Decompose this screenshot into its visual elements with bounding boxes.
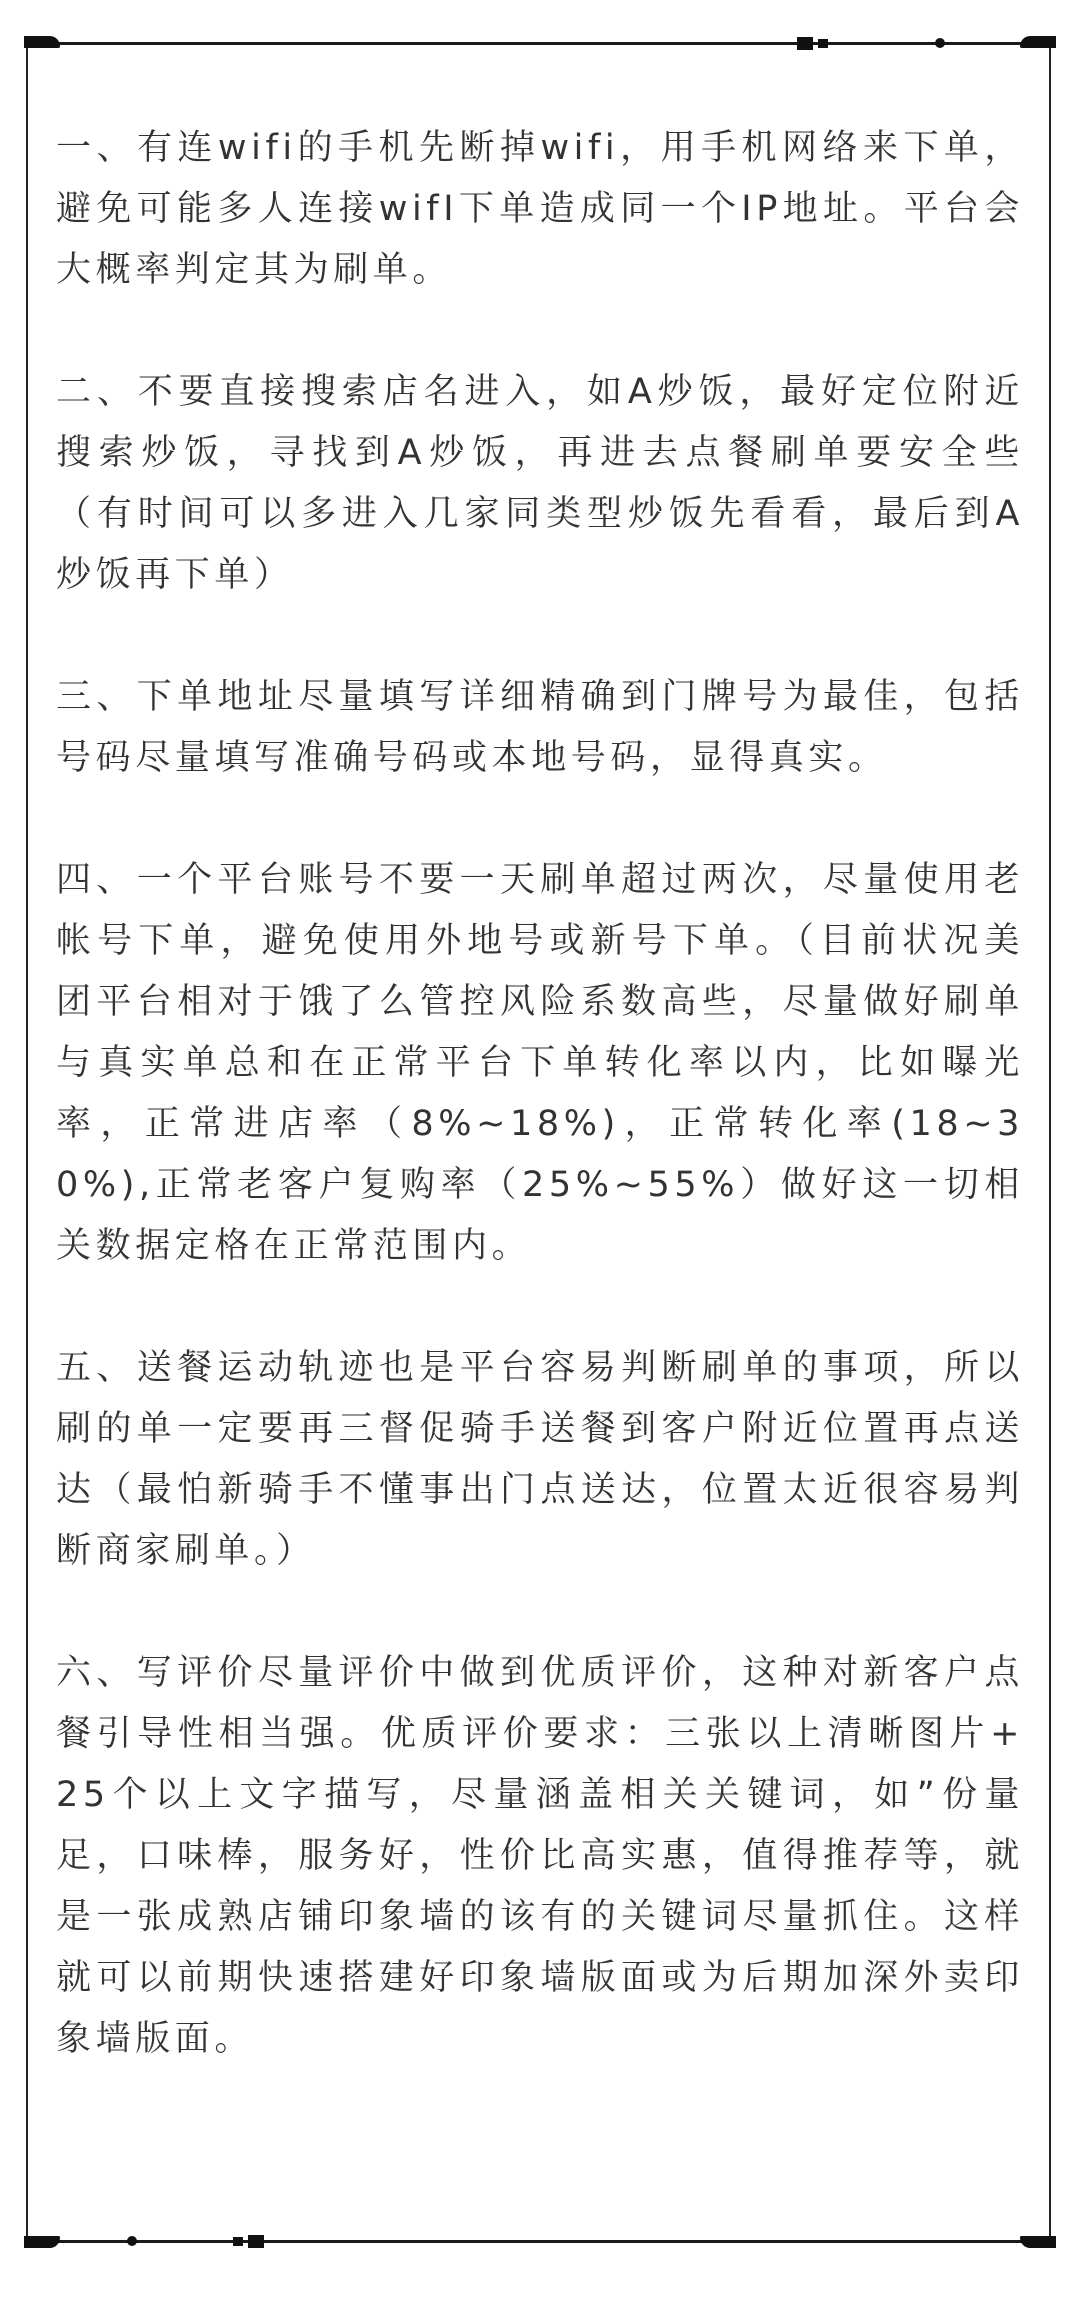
ornament-dot-bottom bbox=[127, 2236, 137, 2246]
ornament-square-top-1 bbox=[797, 37, 813, 50]
paragraph-3: 三、下单地址尽量填写详细精确到门牌号为最佳，包括号码尽量填写准确号码或本地号码，显得真实。 bbox=[56, 677, 1024, 778]
ornament-dot-top bbox=[935, 38, 945, 48]
paragraph-6: 六、写评价尽量评价中做到优质评价，这种对新客户点餐引导性相当强。优质评价要求：三张以上清晰图片+25个以上文字描写，尽量涵盖相关关键词，如”份量足，口味棒，服务好，性价比高实惠，值得推荐等，就是一张成熟店铺印象墙的该有的关键词尽量抓住。这样就可以前期快速搭建好印象墙版面或为后期加深外卖印象墙版面。 bbox=[56, 1653, 1024, 2059]
paragraph-5: 五、送餐运动轨迹也是平台容易判断刷单的事项，所以刷的单一定要再三督促骑手送餐到客户附近位置再点送达（最怕新骑手不懂事出门点送达，位置太近很容易判断商家刷单。） bbox=[56, 1348, 1024, 1571]
corner-ornament-bottom-right bbox=[1020, 2236, 1056, 2248]
corner-ornament-bottom-left bbox=[24, 2236, 60, 2248]
corner-ornament-top-left bbox=[24, 36, 60, 48]
frame-top-border bbox=[26, 42, 1051, 45]
paragraph-2: 二、不要直接搜索店名进入，如A炒饭，最好定位附近搜索炒饭，寻找到A炒饭，再进去点餐刷单要安全些（有时间可以多进入几家同类型炒饭先看看，最后到A炒饭再下单） bbox=[56, 372, 1024, 595]
frame-bottom-border bbox=[26, 2240, 1051, 2243]
article-body bbox=[56, 118, 1024, 2070]
ornament-square-bottom-1 bbox=[233, 2237, 243, 2246]
corner-ornament-top-right bbox=[1020, 36, 1056, 48]
paragraph-1: 一、有连wifi的手机先断掉wifi，用手机网络来下单，避免可能多人连接wifI下单造成同一个IP地址。平台会大概率判定其为刷单。 bbox=[56, 128, 1024, 290]
ornament-square-top-2 bbox=[818, 39, 828, 48]
ornament-square-bottom-2 bbox=[248, 2235, 264, 2248]
paragraph-4: 四、一个平台账号不要一天刷单超过两次，尽量使用老帐号下单，避免使用外地号或新号下单。（目前状况美团平台相对于饿了么管控风险系数高些，尽量做好刷单与真实单总和在正常平台下单转化率以内，比如曝光率，正常进店率（8%~18%)，正常转化率(18~30%),正常老客户复购率（25%~55%）做好这一切相关数据定格在正常范围内。 bbox=[56, 860, 1024, 1266]
